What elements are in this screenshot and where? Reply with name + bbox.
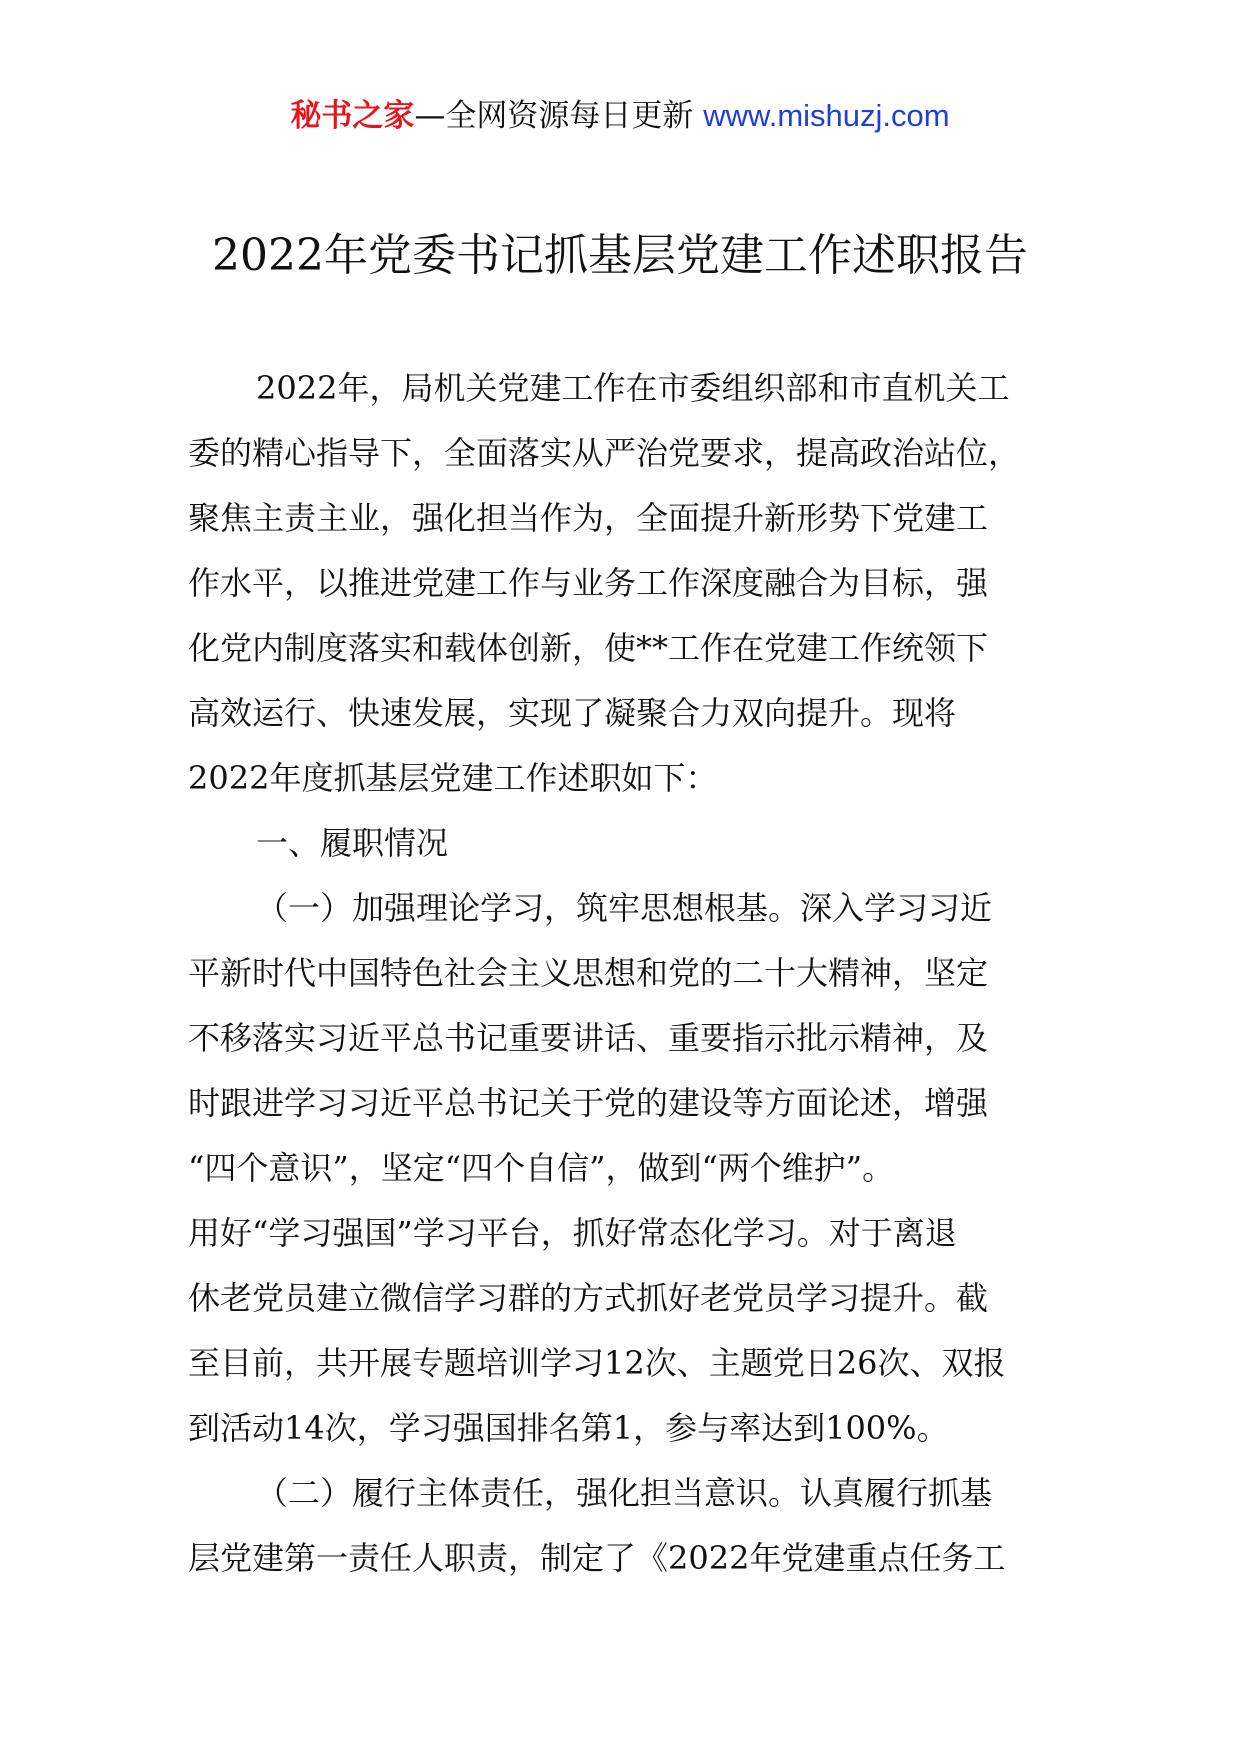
paragraph-line: 高效运行、快速发展，实现了凝聚合力双向提升。现将 <box>188 694 957 732</box>
document-body <box>188 356 1058 1591</box>
paragraph-line: 2022年，局机关党建工作在市委组织部和市直机关工 <box>256 369 1010 407</box>
document-title: 2022年党委书记抓基层党建工作述职报告 <box>212 230 1028 281</box>
paragraph-line: 2022年度抓基层党建工作述职如下： <box>188 759 718 797</box>
paragraph-line: 时跟进学习习近平总书记关于党的建设等方面论述，增强 <box>188 1084 989 1122</box>
paragraph-line: 作水平，以推进党建工作与业务工作深度融合为目标，强 <box>188 564 989 602</box>
paragraph-line: 委的精心指导下，全面落实从严治党要求，提高政治站位， <box>188 434 1021 472</box>
paragraph-line: 到活动14次，学习强国排名第1，参与率达到100%。 <box>188 1409 949 1447</box>
paragraph-line: （一）加强理论学习，筑牢思想根基。深入学习习近 <box>256 889 993 927</box>
site-brand: 秘书之家 <box>290 98 415 134</box>
paragraph-line: 平新时代中国特色社会主义思想和党的二十大精神，坚定 <box>188 954 989 992</box>
site-url-link[interactable]: www.mishuzj.com <box>703 98 950 133</box>
paragraph-line: 不移落实习近平总书记重要讲话、重要指示批示精神，及 <box>188 1019 989 1057</box>
section-heading: 一、履职情况 <box>256 824 449 862</box>
paragraph-line: 层党建第一责任人职责，制定了《2022年党建重点任务工 <box>188 1539 1006 1577</box>
site-header <box>0 96 1240 136</box>
paragraph-line: “四个意识”，坚定“四个自信”，做到“两个维护”。 <box>188 1149 895 1187</box>
paragraph-line: 化党内制度落实和载体创新，使**工作在党建工作统领下 <box>188 629 989 667</box>
site-slogan: —全网资源每日更新 <box>414 98 704 134</box>
paragraph-line: 至目前，共开展专题培训学习12次、主题党日26次、双报 <box>188 1344 1006 1382</box>
paragraph-line: （二）履行主体责任，强化担当意识。认真履行抓基 <box>256 1474 993 1512</box>
paragraph-line: 用好“学习强国”学习平台，抓好常态化学习。对于离退 <box>188 1214 957 1252</box>
paragraph-line: 聚焦主责主业，强化担当作为，全面提升新形势下党建工 <box>188 499 989 537</box>
paragraph-line: 休老党员建立微信学习群的方式抓好老党员学习提升。截 <box>188 1279 989 1317</box>
